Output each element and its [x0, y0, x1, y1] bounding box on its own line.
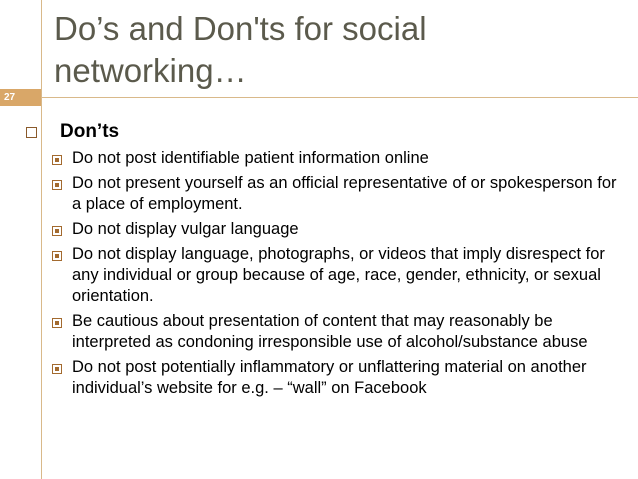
list-item-text: Do not post potentially inflammatory or unflattering material on another individual’s website for e.g. – “wall” on Facebook: [72, 358, 587, 397]
list-item-text: Do not present yourself as an official representative of or spokesperson for a place of employment.: [72, 174, 617, 213]
slide-title: Do’s and Don'ts for social networking…: [54, 10, 427, 89]
title-divider: [41, 97, 638, 98]
list-item: [52, 311, 622, 353]
slide-number: 27: [4, 92, 16, 103]
square-bullet-icon: [52, 364, 62, 374]
slide-number-badge: [0, 89, 41, 106]
list-item: [52, 148, 622, 169]
bullet-list: [52, 148, 622, 403]
list-item: [52, 357, 622, 399]
list-item-text: Be cautious about presentation of content that may reasonably be interpreted as condoning irresponsible use of alcohol/substance abuse: [72, 312, 588, 351]
section-heading-row: [26, 120, 119, 144]
section-heading: Don’ts: [60, 121, 120, 142]
list-item: [52, 244, 622, 307]
list-item-text: Do not display language, photographs, or videos that imply disrespect for any individual or group because of age, race, gender, ethnicity, or sexual orientation.: [72, 245, 605, 305]
square-bullet-icon: [52, 180, 62, 190]
list-item-text: Do not post identifiable patient information online: [72, 149, 429, 167]
square-bullet-icon: [52, 251, 62, 261]
list-item: [52, 173, 622, 215]
square-bullet-icon: [52, 226, 62, 236]
left-vertical-rule: [41, 0, 42, 479]
list-item-text: Do not display vulgar language: [72, 220, 299, 238]
list-item: [52, 219, 622, 240]
square-bullet-icon: [26, 127, 37, 138]
square-bullet-icon: [52, 155, 62, 165]
square-bullet-icon: [52, 318, 62, 328]
